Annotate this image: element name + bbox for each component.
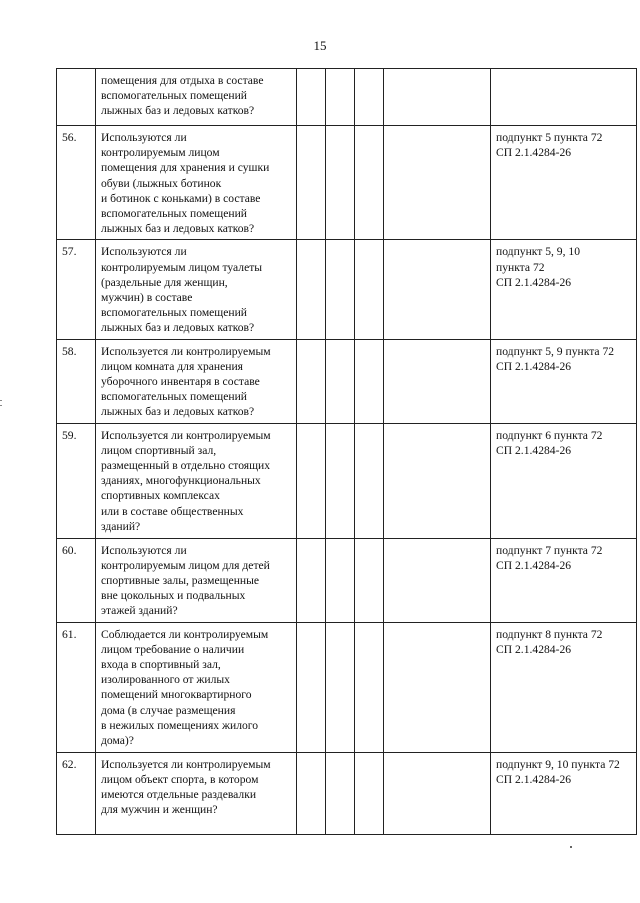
answer-na-cell [355,69,384,126]
question-line: дома (в случае размещения [101,703,236,717]
table-row [57,69,637,126]
note-cell [384,339,491,423]
answer-yes-cell [297,622,326,752]
answer-no-cell [326,69,355,126]
question-line: лыжных баз и ледовых катков? [101,222,255,236]
question-line: помещения для отдыха в составе [101,74,264,87]
question-line: Используются ли [101,131,187,144]
reference-line: подпункт 8 пункта 72 [496,627,603,641]
row-number: 61. [57,622,96,752]
question-line: Используется ли контролируемым [101,757,271,771]
question-line: Используется ли контролируемым [101,428,271,442]
reference-line: СП 2.1.4284-26 [496,772,572,786]
reference-cell [491,126,637,240]
question-cell [96,752,297,834]
scan-stray-mark [570,846,572,848]
question-line: помещений многоквартирного [101,688,252,702]
reference-line: СП 2.1.4284-26 [496,443,572,457]
question-cell [96,69,297,126]
question-cell [96,126,297,240]
table-row [57,240,637,339]
scan-edge-mark [0,400,2,401]
note-cell [384,423,491,538]
question-cell [96,423,297,538]
question-cell [96,538,297,622]
question-line: лицом объект спорта, в котором [101,772,259,786]
table-row [57,538,637,622]
note-cell [384,538,491,622]
row-number: 62. [57,752,96,834]
question-line: мужчин) в составе [101,291,193,305]
answer-yes-cell [297,240,326,339]
answer-na-cell [355,126,384,240]
answer-yes-cell [297,69,326,126]
question-line: входа в спортивный зал, [101,658,221,672]
answer-no-cell [326,423,355,538]
note-cell [384,69,491,126]
row-number: 59. [57,423,96,538]
answer-yes-cell [297,423,326,538]
question-line: вспомогательных помещений [101,207,247,221]
answer-no-cell [326,752,355,834]
checklist-rows [57,69,637,835]
answer-yes-cell [297,752,326,834]
question-line: зданий? [101,519,141,533]
answer-no-cell [326,538,355,622]
reference-cell [491,423,637,538]
answer-no-cell [326,126,355,240]
table-row [57,126,637,240]
row-number: 58. [57,339,96,423]
note-cell [384,126,491,240]
answer-no-cell [326,622,355,752]
question-line: размещенный в отдельно стоящих [101,459,271,473]
question-line: зданиях, многофункциональных [101,474,261,488]
reference-line: СП 2.1.4284-26 [496,642,572,656]
reference-line: СП 2.1.4284-26 [496,146,572,160]
table-row [57,622,637,752]
table-row [57,752,637,834]
answer-na-cell [355,339,384,423]
reference-cell [491,69,637,126]
note-cell [384,752,491,834]
answer-na-cell [355,622,384,752]
question-line: (раздельные для женщин, [101,275,228,289]
reference-line: подпункт 9, 10 пункта 72 [496,757,620,771]
question-line: вспомогательных помещений [101,306,247,320]
question-line: контролируемым лицом для детей [101,558,270,572]
page-number: 15 [313,38,327,53]
table-row [57,339,637,423]
reference-cell [491,622,637,752]
question-line: лыжных баз и ледовых катков? [101,321,255,335]
question-line: обуви (лыжных ботинок [101,176,222,190]
question-line: и ботинок с коньками) в составе [101,191,261,205]
question-line: вне цокольных и подвальных [101,589,246,603]
question-line: лыжных баз и ледовых катков? [101,104,255,118]
reference-line: подпункт 7 пункта 72 [496,543,603,557]
question-line: дома)? [101,734,134,748]
row-number: 56. [57,126,96,240]
question-line: контролируемым лицом [101,146,220,160]
reference-cell [491,240,637,339]
question-cell [96,339,297,423]
row-number: 57. [57,240,96,339]
answer-na-cell [355,538,384,622]
reference-line: СП 2.1.4284-26 [496,275,572,289]
question-line: лицом спортивный зал, [101,443,217,457]
answer-na-cell [355,423,384,538]
question-line: спортивных комплексах [101,489,220,503]
question-line: в нежилых помещениях жилого [101,718,259,732]
question-line: уборочного инвентаря в составе [101,375,260,389]
reference-line: СП 2.1.4284-26 [496,558,572,572]
question-line: для мужчин и женщин? [101,803,218,817]
scan-edge-mark [0,405,2,406]
reference-line: пункта 72 [496,260,545,274]
note-cell [384,240,491,339]
row-number: 60. [57,538,96,622]
question-line: лицом комната для хранения [101,359,244,373]
note-cell [384,622,491,752]
question-line: или в составе общественных [101,504,244,518]
answer-yes-cell [297,538,326,622]
answer-no-cell [326,240,355,339]
question-line: вспомогательных помещений [101,89,247,103]
answer-yes-cell [297,339,326,423]
question-line: контролируемым лицом туалеты [101,260,263,274]
reference-cell [491,538,637,622]
question-line: Используются ли [101,543,187,557]
reference-line: подпункт 5, 9, 10 [496,245,580,259]
question-cell [96,622,297,752]
reference-line: подпункт 5 пункта 72 [496,131,603,144]
question-line: Используются ли [101,245,187,259]
answer-na-cell [355,752,384,834]
checklist-table [56,68,637,835]
question-line: этажей зданий? [101,604,178,618]
reference-line: СП 2.1.4284-26 [496,359,572,373]
answer-no-cell [326,339,355,423]
reference-cell [491,339,637,423]
question-line: лыжных баз и ледовых катков? [101,405,255,419]
row-number [57,69,96,126]
reference-cell [491,752,637,834]
question-line: лицом требование о наличии [101,642,245,656]
question-line: спортивные залы, размещенные [101,574,260,588]
question-line: Соблюдается ли контролируемым [101,627,269,641]
answer-na-cell [355,240,384,339]
question-cell [96,240,297,339]
answer-yes-cell [297,126,326,240]
table-row [57,423,637,538]
question-line: помещения для хранения и сушки [101,161,270,175]
question-line: вспомогательных помещений [101,390,247,404]
question-line: Используется ли контролируемым [101,344,271,358]
question-line: изолированного от жилых [101,673,230,687]
reference-line: подпункт 5, 9 пункта 72 [496,344,615,358]
reference-line: подпункт 6 пункта 72 [496,428,603,442]
question-line: имеются отдельные раздевалки [101,788,257,802]
